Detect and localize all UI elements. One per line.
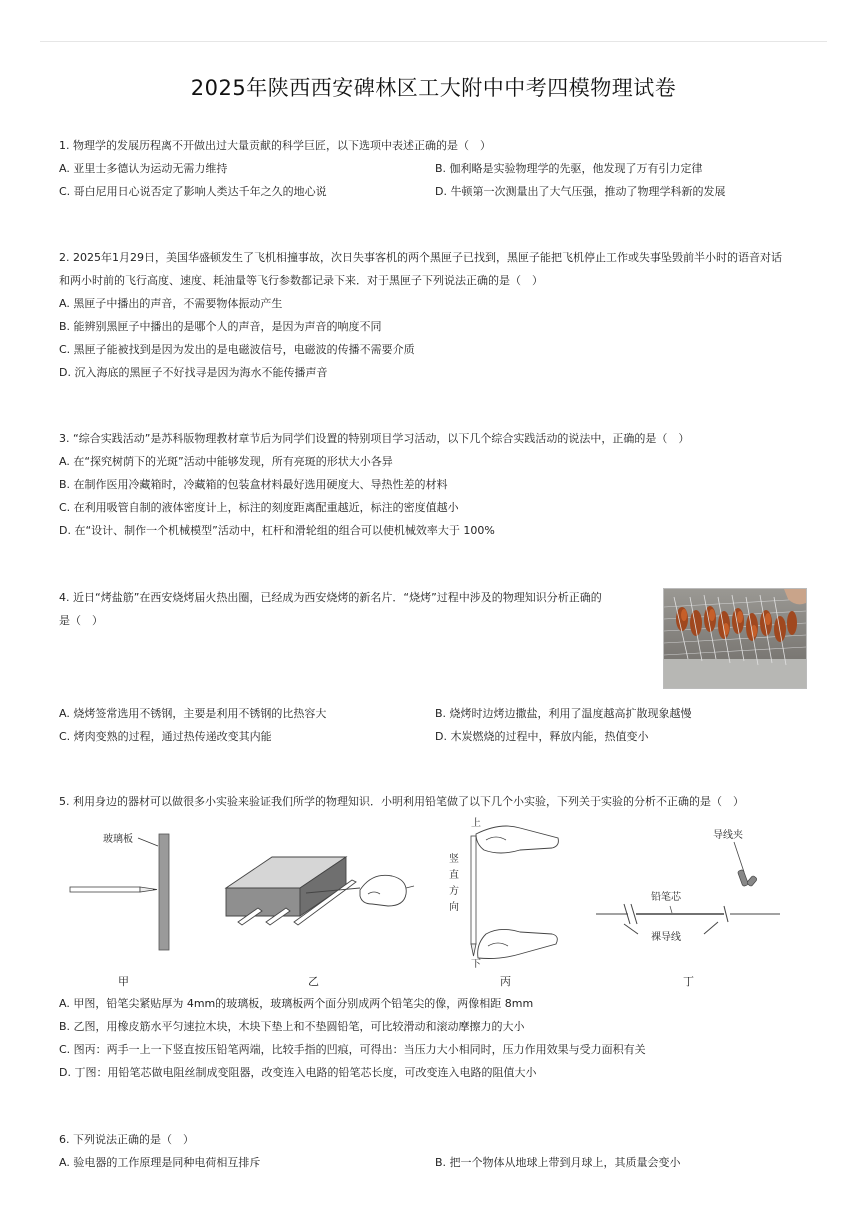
- question-1: [59, 134, 725, 203]
- option-c[interactable]: C. 在利用吸管自制的液体密度计上，标注的刻度距离配重越近，标注的密度值越小: [59, 501, 459, 514]
- caption-jia: 甲: [118, 975, 129, 988]
- option-row: [59, 725, 692, 748]
- option-d[interactable]: D. 木炭燃烧的过程中，释放内能，热值变小: [435, 730, 649, 743]
- pencil: [70, 887, 140, 892]
- top-divider: [40, 41, 827, 42]
- option-c[interactable]: C. 烤肉变熟的过程，通过热传递改变其内能: [59, 730, 272, 743]
- barbecue-photo: [663, 588, 807, 689]
- option-b[interactable]: B. 伽利略是实验物理学的先驱，他发现了万有引力定律: [435, 162, 703, 175]
- vertical-label-3: 方: [449, 886, 459, 897]
- option-b[interactable]: B. 乙图，用橡皮筋水平匀速拉木块，木块下垫上和不垫圆铅笔，可比较滑动和滚动摩擦力的大小: [59, 1020, 525, 1033]
- option-a[interactable]: A. 黑匣子中播出的声音，不需要物体振动产生: [59, 297, 283, 310]
- option-d[interactable]: D. 牛顿第一次测量出了大气压强，推动了物理学科新的发展: [435, 185, 726, 198]
- lead-label: 铅笔芯: [651, 892, 681, 903]
- option-b[interactable]: B. 把一个物体从地球上带到月球上，其质量会变小: [435, 1156, 681, 1169]
- option-b[interactable]: B. 烧烤时边烤边撒盐，利用了温度越高扩散现象越慢: [435, 707, 692, 720]
- option-a[interactable]: A. 验电器的工作原理是同种电荷相互排斥: [59, 1156, 261, 1169]
- vertical-pencil: [471, 836, 476, 944]
- caption-bing: 丙: [500, 975, 511, 988]
- option-a[interactable]: A. 亚里士多德认为运动无需力维持: [59, 162, 228, 175]
- option-c[interactable]: C. 黑匣子能被找到是因为发出的是电磁波信号，电磁波的传播不需要介质: [59, 343, 415, 356]
- question-stem: 6. 下列说法正确的是（ ）: [59, 1133, 194, 1146]
- down-label: 下: [471, 959, 481, 970]
- question-3: [59, 427, 689, 542]
- option-row: [59, 702, 692, 725]
- figure-jia: [70, 832, 169, 988]
- glass-label: 玻璃板: [103, 834, 133, 845]
- up-label: 上: [471, 818, 481, 829]
- option-row: [59, 1151, 681, 1174]
- question-stem-cont: 是（ ）: [59, 614, 103, 627]
- option-a[interactable]: A. 烧烤签常选用不锈钢，主要是利用不锈钢的比热容大: [59, 707, 327, 720]
- option-d[interactable]: D. 在“设计、制作一个机械模型”活动中，杠杆和滑轮组的组合可以使机械效率大于 100%: [59, 524, 495, 537]
- caption-ding: 丁: [683, 975, 694, 988]
- question-stem: 4. 近日“烤盐筋”在西安烧烤届火热出圈，已经成为西安烧烤的新名片．“烧烤”过程中涉及的物理知识分析正确的: [59, 591, 602, 604]
- question-stem: 5. 利用身边的器材可以做很多小实验来验证我们所学的物理知识．小明利用铅笔做了以下几个小实验，下列关于实验的分析不正确的是（ ）: [59, 795, 744, 808]
- option-row: [59, 157, 725, 180]
- question-5-options: [59, 992, 646, 1084]
- question-stem: 3. “综合实践活动”是苏科版物理教材章节后为同学们设置的特别项目学习活动，以下几个综合实践活动的说法中，正确的是（ ）: [59, 432, 690, 445]
- option-d[interactable]: D. 沉入海底的黑匣子不好找寻是因为海水不能传播声音: [59, 366, 328, 379]
- pencil-experiments-figure: [0, 810, 867, 992]
- option-a[interactable]: A. 甲图，铅笔尖紧贴厚为 4mm的玻璃板，玻璃板两个面分别成两个铅笔尖的像，两像相距 8mm: [59, 997, 534, 1010]
- caption-yi: 乙: [308, 975, 319, 988]
- option-d[interactable]: D. 丁图：用铅笔芯做电阻丝制成变阻器，改变连入电路的铅笔芯长度，可改变连入电路的阻值大小: [59, 1066, 537, 1079]
- figure-ding: [596, 828, 780, 988]
- figure-bing: [449, 816, 558, 988]
- option-row: [59, 180, 725, 203]
- option-c[interactable]: C. 哥白尼用日心说否定了影响人类达千年之久的地心说: [59, 185, 327, 198]
- question-stem-cont: 和两小时前的飞行高度、速度、耗油量等飞行参数都记录下来．对于黑匣子下列说法正确的是（ ）: [59, 274, 543, 287]
- glass-plate: [159, 834, 169, 950]
- barbecue-image: [664, 589, 806, 688]
- figure-yi: [226, 857, 414, 988]
- vertical-label-1: 竖: [449, 854, 459, 865]
- lower-hand-icon: [478, 929, 558, 958]
- question-stem: 1. 物理学的发展历程离不开做出过大量贡献的科学巨匠，以下选项中表述正确的是（ ）: [59, 139, 491, 152]
- question-4-options: [59, 702, 692, 748]
- vertical-label-2: 直: [449, 870, 459, 881]
- wire-clip: [737, 869, 748, 886]
- question-4: [59, 586, 602, 632]
- question-2: [59, 246, 782, 384]
- hand-icon: [360, 875, 406, 906]
- option-b[interactable]: B. 能辨别黑匣子中播出的是哪个人的声音，是因为声音的响度不同: [59, 320, 382, 333]
- upper-hand-icon: [476, 826, 558, 853]
- clip-label: 导线夹: [713, 830, 743, 841]
- vertical-label-4: 向: [449, 902, 459, 913]
- option-c[interactable]: C. 图丙：两手一上一下竖直按压铅笔两端，比较手指的凹痕，可得出：当压力大小相同时，压力作用效果与受力面积有关: [59, 1043, 646, 1056]
- question-stem: 2. 2025年1月29日，美国华盛顿发生了飞机相撞事故，次日失事客机的两个黑匣子已找到，黑匣子能把飞机停止工作或失事坠毁前半小时的语音对话: [59, 251, 782, 264]
- option-b[interactable]: B. 在制作医用冷藏箱时，冷藏箱的包装盒材料最好选用硬度大、导热性差的材料: [59, 478, 448, 491]
- bare-wire-label: 裸导线: [651, 932, 681, 943]
- page-title: 2025年陕西西安碑林区工大附中中考四模物理试卷: [190, 76, 677, 100]
- option-a[interactable]: A. 在“探究树荫下的光斑”活动中能够发现，所有亮斑的形状大小各异: [59, 455, 393, 468]
- question-6: [59, 1128, 681, 1174]
